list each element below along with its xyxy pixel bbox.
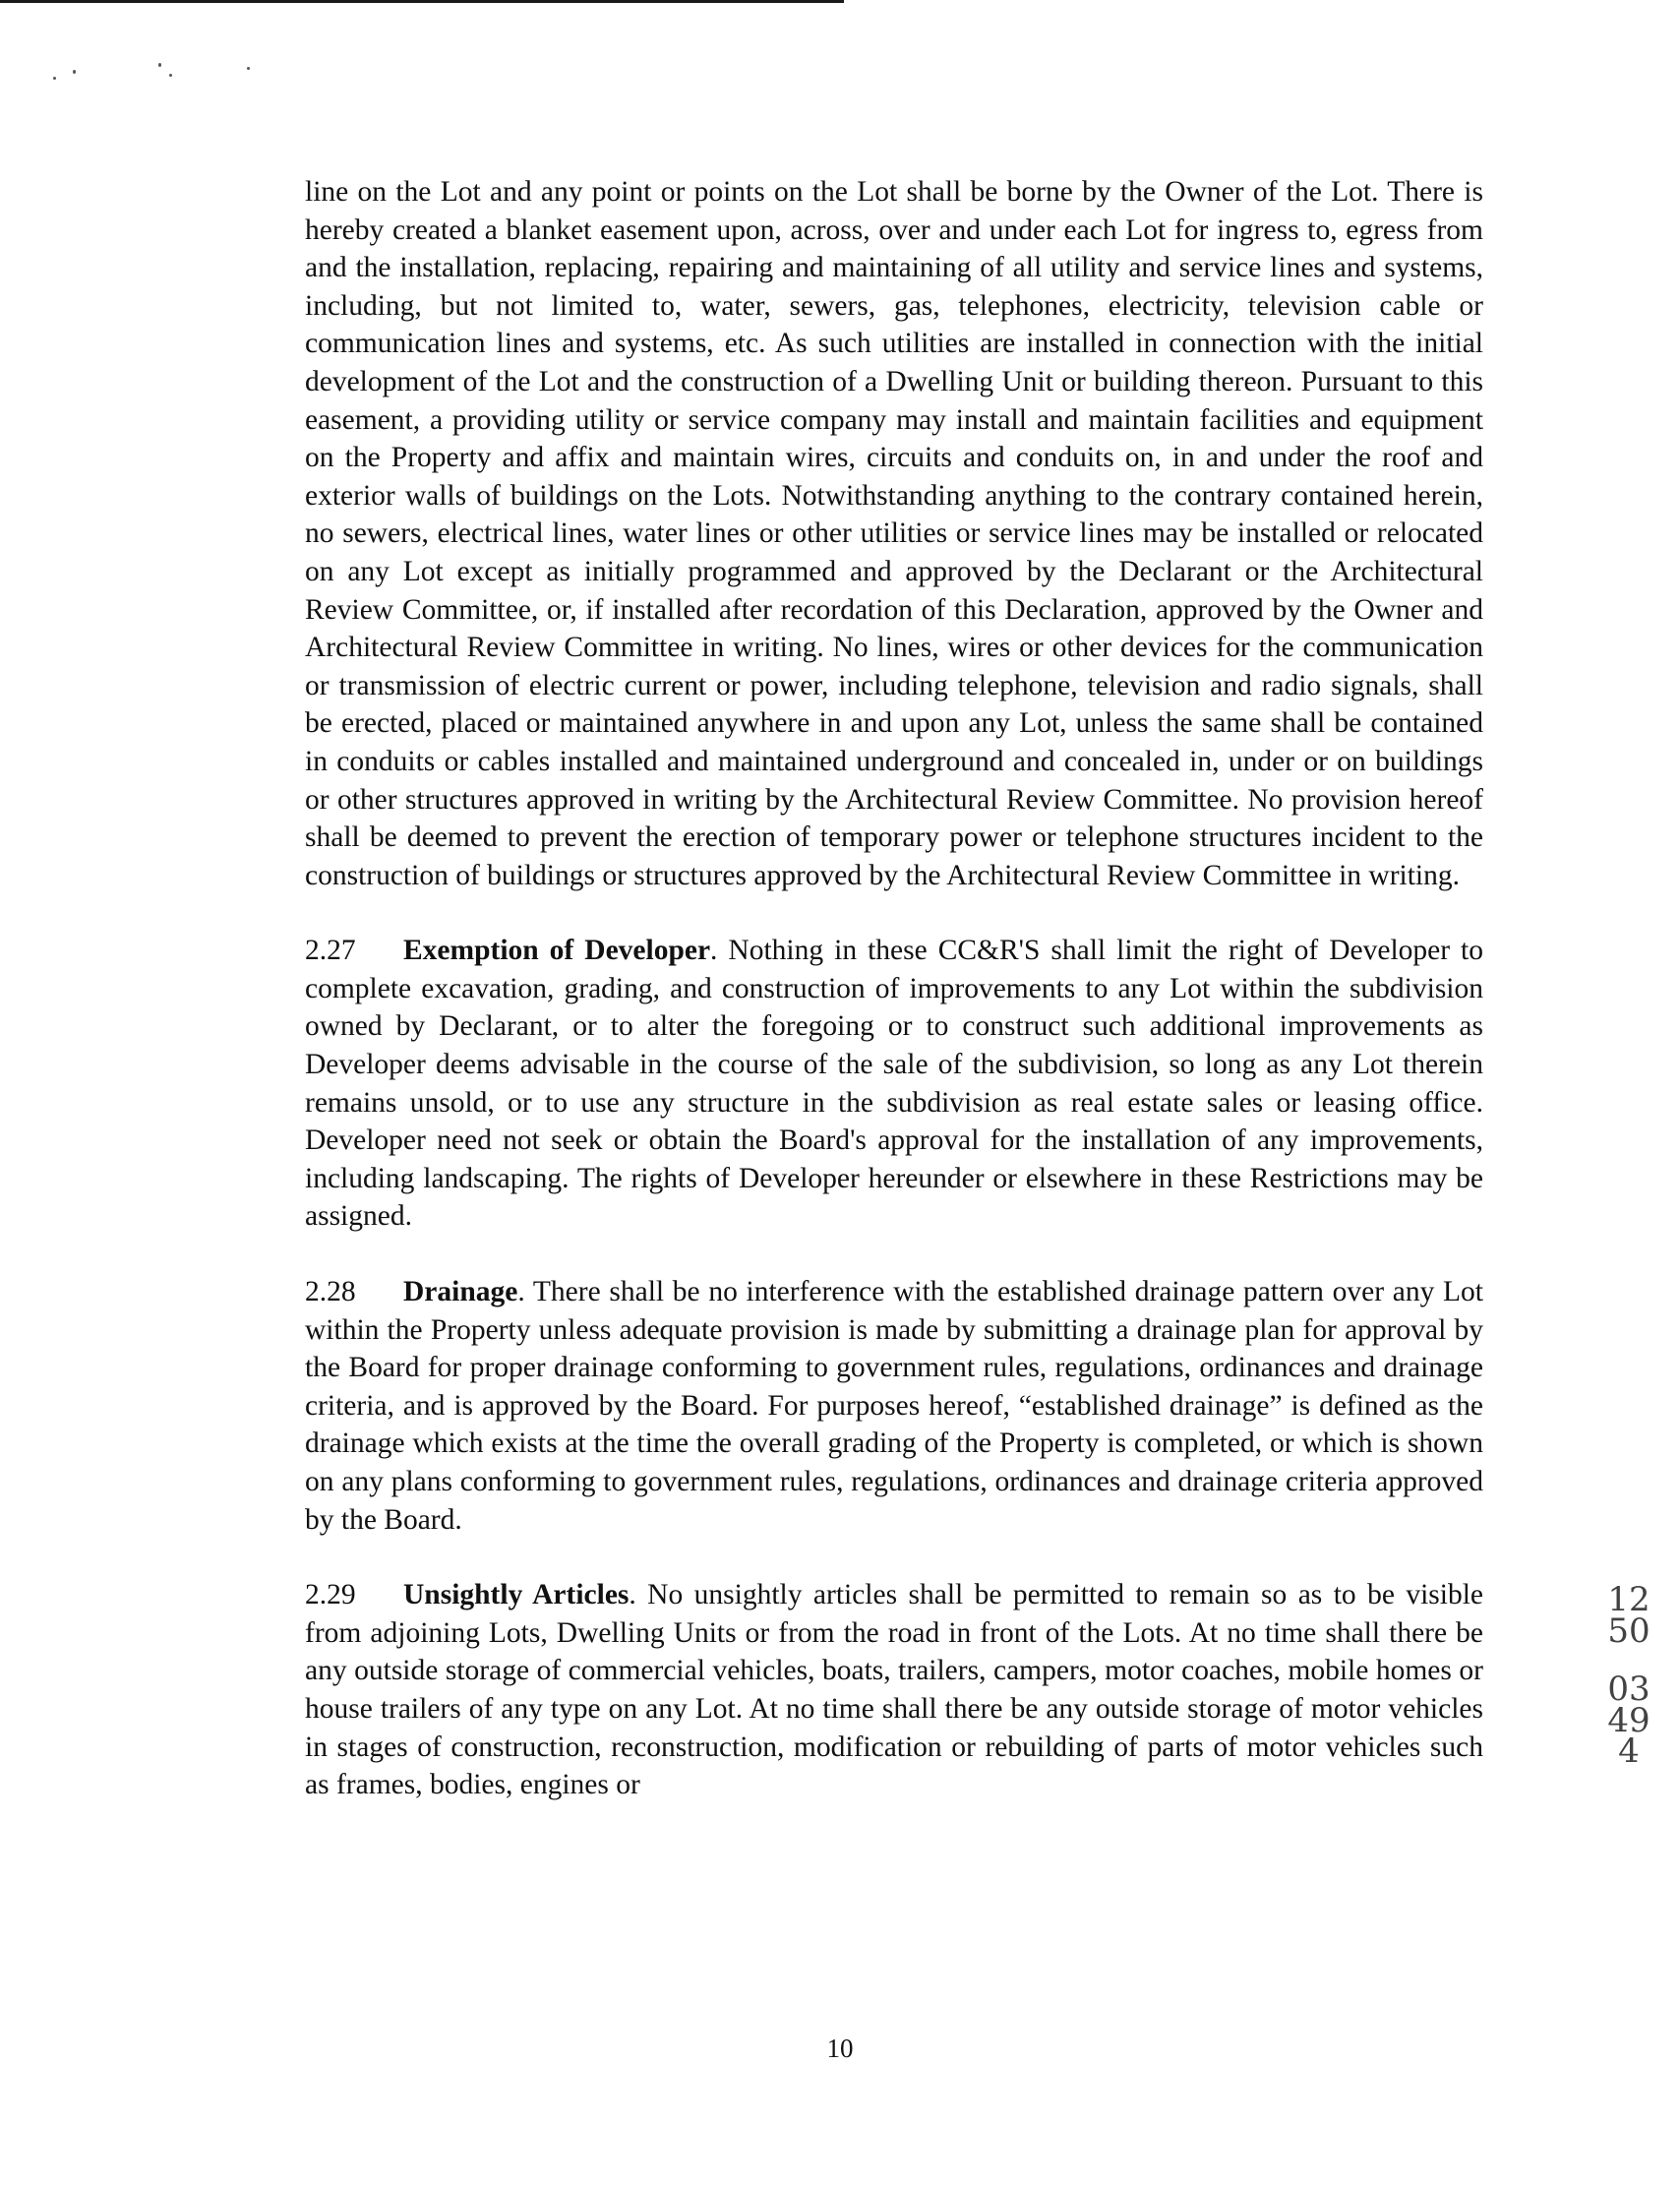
section-2-28 bbox=[305, 1273, 1483, 1539]
recording-stamp-code bbox=[1606, 1580, 1651, 1771]
recording-code-part-2: 03494 bbox=[1607, 1670, 1650, 1771]
document-body bbox=[305, 173, 1483, 1804]
scan-speck bbox=[73, 70, 76, 74]
section-2-27 bbox=[305, 932, 1483, 1236]
scan-speck bbox=[247, 67, 250, 70]
section-body: . Nothing in these CC&R'S shall limit the right of Developer to complete excavation, grading, and construction of improvements to any Lot within the subdivision owned by Declarant, or to alter the foregoing or to construct such additional improvements as Developer deems advisable in the course of the sale of the subdivision, so long as any Lot therein remains unsold, or to use any structure in the subdivision as real estate sales or leasing office. Developer need not seek or obtain the Board's approval for the installation of any improvements, including landscaping. The rights of Developer hereunder or elsewhere in these Restrictions may be assigned. bbox=[305, 935, 1484, 1233]
section-number: 2.27 bbox=[305, 935, 356, 967]
page-number: 10 bbox=[826, 2034, 854, 2063]
continuation-paragraph: line on the Lot and any point or points on the Lot shall be borne by the Owner of the Lot. There is hereby created a blanket easement upon, across, over and under each Lot for ingress to, egress from and the installation, replacing, repairing and maintaining of all utility and service lines and systems, including, but not limited to, water, sewers, gas, telephones, electricity, television cable or communication lines and systems, etc. As such utilities are installed in connection with the initial development of the Lot and the construction of a Dwelling Unit or building thereon. Pursuant to this easement, a providing utility or service company may install and maintain facilities and equipment on the Property and affix and maintain wires, circuits and conduits on, in and under the roof and exterior walls of buildings on the Lots. Notwithstanding anything to the contrary contained herein, no sewers, electrical lines, water lines or other utilities or service lines may be installed or relocated on any Lot except as initially programmed and approved by the Declarant or the Architectural Review Committee, or, if installed after recordation of this Declaration, approved by the Owner and Architectural Review Committee in writing. No lines, wires or other devices for the communication or transmission of electric current or power, including telephone, television and radio signals, shall be erected, placed or maintained anywhere in and upon any Lot, unless the same shall be contained in conduits or cables installed and maintained underground and concealed in, under or on buildings or other structures approved in writing by the Architectural Review Committee. No provision hereof shall be deemed to prevent the erection of temporary power or telephone structures incident to the construction of buildings or structures approved by the Architectural Review Committee in writing. bbox=[305, 176, 1483, 891]
recording-code-part-1: 1250 bbox=[1607, 1580, 1650, 1651]
scan-speck bbox=[53, 77, 56, 80]
section-2-29 bbox=[305, 1576, 1483, 1804]
section-body: . No unsightly articles shall be permitted to remain so as to be visible from adjoining Lots, Dwelling Units or from the road in front of the Lots. At no time shall there be any outside storage of commercial vehicles, boats, trailers, campers, motor coaches, mobile homes or house trailers of any type on any Lot. At no time shall there be any outside storage of motor vehicles in stages of construction, reconstruction, modification or rebuilding of parts of motor vehicles such as frames, bodies, engines or bbox=[305, 1579, 1483, 1801]
scan-speck bbox=[158, 63, 161, 67]
section-title: Exemption of Developer bbox=[403, 935, 711, 967]
section-body: . There shall be no interference with the established drainage pattern over any Lot within the Property unless adequate provision is made by submitting a drainage plan for approval by the Board for proper drainage conforming to government rules, regulations, ordinances and drainage criteria, and is approved by the Board. For purposes hereof, “established drainage” is defined as the drainage which exists at the time the overall grading of the Property is completed, or which is shown on any plans conforming to government rules, regulations, ordinances and drainage criteria approved by the Board. bbox=[305, 1276, 1483, 1536]
section-number: 2.28 bbox=[305, 1276, 356, 1308]
section-title: Unsightly Articles bbox=[403, 1579, 630, 1611]
scan-top-border bbox=[0, 0, 844, 3]
scan-speck bbox=[169, 74, 172, 77]
section-title: Drainage bbox=[403, 1276, 518, 1308]
section-number: 2.29 bbox=[305, 1579, 356, 1611]
